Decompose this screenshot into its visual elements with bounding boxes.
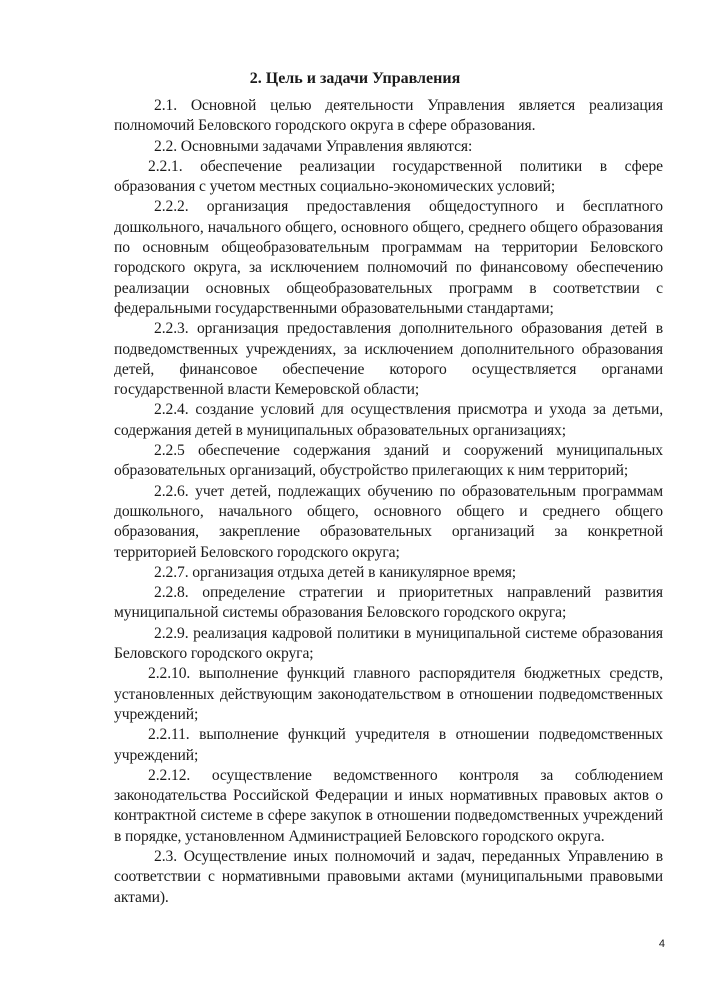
paragraph-2-1: 2.1. Основной целью деятельности Управления является реализация полномочий Беловского городского округа в сфере образования. xyxy=(114,97,663,135)
paragraph-2-2-2: 2.2.2. организация предоставления общедоступного и бесплатного дошкольного, начального общего, основного общего, среднего общего образования по основным общеобразовательным программам на территории Беловского городского округа, за исключением полномочий по финансовому обеспечению реализации основных общеобразовательных программ в соответствии с федеральными государственными образовательными стандартами; xyxy=(114,198,663,317)
paragraph-2-2: 2.2. Основными задачами Управления являются: xyxy=(154,137,473,155)
paragraph-2-2-10: 2.2.10. выполнение функций главного распорядителя бюджетных средств, установленных действующим законодательством в отношении подведомственных учреждений; xyxy=(114,665,663,723)
paragraph-2-2-5: 2.2.5 обеспечение содержания зданий и сооружений муниципальных образовательных организаций, обустройство прилегающих к ним территорий; xyxy=(114,442,663,480)
paragraph-2-2-11: 2.2.11. выполнение функций учредителя в отношении подведомственных учреждений; xyxy=(114,726,663,764)
section-body xyxy=(114,96,663,908)
paragraph-2-2-9: 2.2.9. реализация кадровой политики в муниципальной системе образования Беловского городского округа; xyxy=(114,624,663,663)
paragraph-2-2-4: 2.2.4. создание условий для осуществления присмотра и ухода за детьми, содержания детей в муниципальных образовательных организациях; xyxy=(114,401,663,439)
paragraph-2-2-12: 2.2.12. осуществление ведомственного контроля за соблюдением законодательства Российской Федерации и иных нормативных правовых актов о контрактной системе в сфере закупок в отношении подведомственных учреждений в порядке, установленном Администрацией Беловского городского округа. xyxy=(114,766,663,845)
paragraph-2-2-6: 2.2.6. учет детей, подлежащих обучению по образовательным программам дошкольного, начального общего, основного общего и среднего общего образования, закрепление образовательных организаций за конкретной территорией Беловского городского округа; xyxy=(114,482,663,561)
section-title: 2. Цель и задачи Управления xyxy=(249,70,461,87)
paragraph-2-2-1: 2.2.1. обеспечение реализации государственной политики в сфере образования с учетом местных социально-экономических условий; xyxy=(114,157,663,196)
page-number: 4 xyxy=(658,938,665,950)
paragraph-2-2-8: 2.2.8. определение стратегии и приоритетных направлений развития муниципальной системы образования Беловского городского округа; xyxy=(114,584,663,622)
paragraph-2-2-3: 2.2.3. организация предоставления дополнительного образования детей в подведомственных учреждениях, за исключением дополнительного образования детей, финансовое обеспечение которого осуществляется органами государственной власти Кемеровской области; xyxy=(114,320,663,399)
paragraph-2-2-7: 2.2.7. организация отдыха детей в каникулярное время; xyxy=(154,563,517,581)
paragraph-2-3: 2.3. Осуществление иных полномочий и задач, переданных Управлению в соответствии с нормативными правовыми актами (муниципальными правовыми актами). xyxy=(114,847,663,906)
